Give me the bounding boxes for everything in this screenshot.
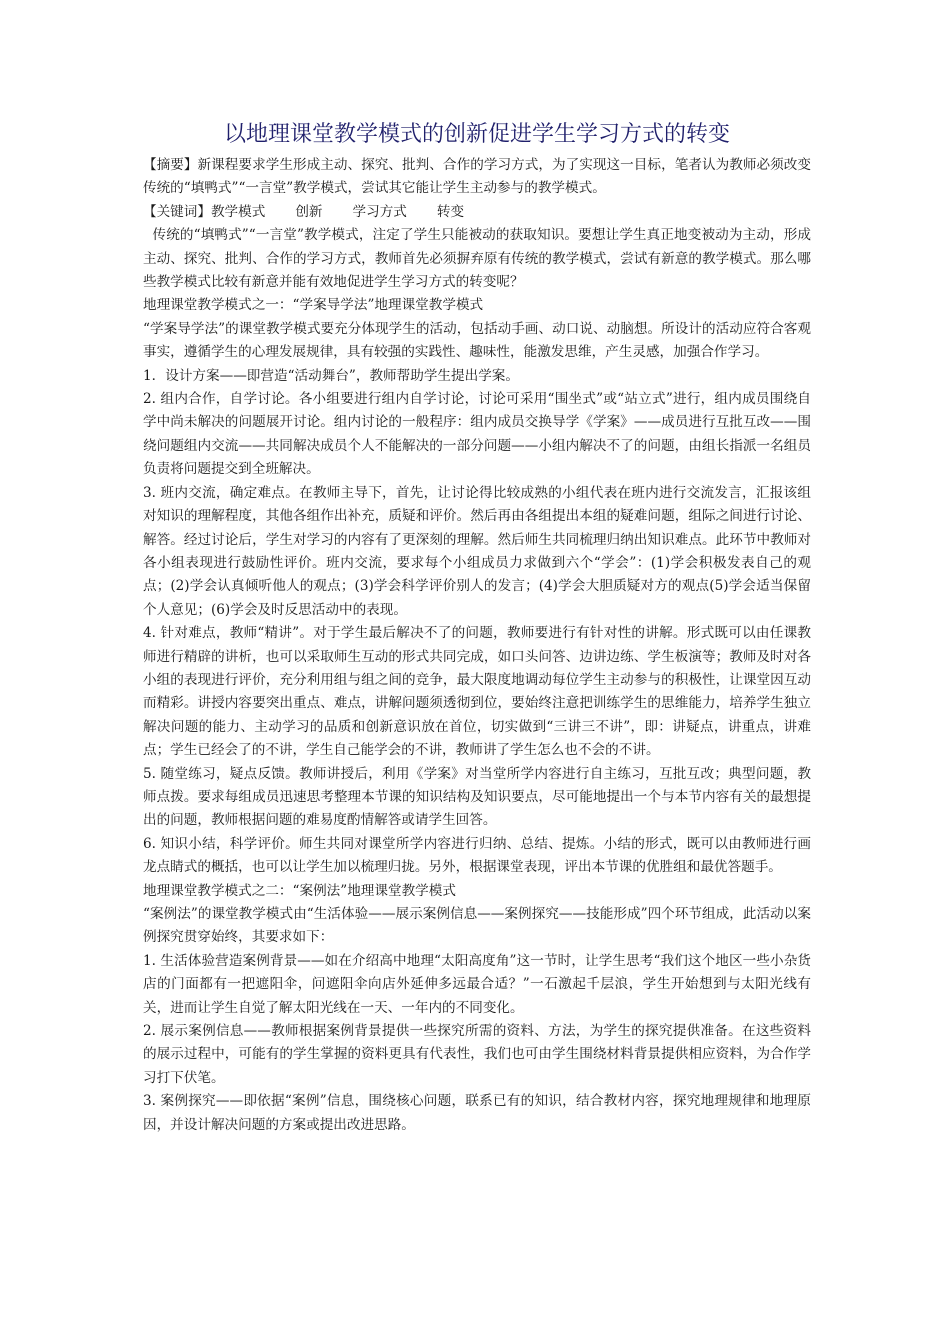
intro-paragraph: 传统的“填鸭式”“一言堂”教学模式，注定了学生只能被动的获取知识。要想让学生真正地变被动为主动，形成主动、探究、批判、合作的学习方式，教师首先必须摒弃原有传统的教学模式，尝试有新意的教学模式。那么哪些教学模式比较有新意并能有效地促进学生学习方式的转变呢？ <box>143 227 811 291</box>
section-heading: 地理课堂教学模式之一：“学案导学法”地理课堂教学模式 <box>143 297 484 314</box>
list-item: 6. 知识小结，科学评价。师生共同对课堂所学内容进行归纳、总结、提炼。小结的形式，既可以由教师进行画龙点睛式的概括，也可以让学生加以梳理归拢。另外，根据课堂表现，评出本节课的优胜组和最优答题手。 <box>143 835 811 876</box>
keyword: 学习方式 <box>352 203 407 220</box>
keyword: 教学模式 <box>210 203 266 220</box>
list-item: 2. 组内合作，自学讨论。各小组要进行组内自学讨论，讨论可采用“围坐式”或“站立式”进行，组内成员围绕自学中尚未解决的问题展开讨论。组内讨论的一般程序：组内成员交换导学《学案》——成员进行互批互改——围绕问题组内交流——共同解决成员个人不能解决的一部分问题——小组内解决不了的问题，由组长指派一名组员负责将问题提交到全班解决。 <box>143 391 811 478</box>
abstract: 【摘要】新课程要求学生形成主动、探究、批判、合作的学习方式，为了实现这一目标，笔者认为教师必须改变传统的“填鸭式”“一言堂”教学模式，尝试其它能让学生主动参与的教学模式。 <box>143 157 811 197</box>
keywords-label: 【关键词】 <box>143 203 211 220</box>
paragraph: “学案导学法”的课堂教学模式要充分体现学生的活动，包括动手画、动口说、动脑想。所设计的活动应符合客观事实，遵循学生的心理发展规律，具有较强的实践性、趣味性，能激发思维，产生灵感，加强合作学习。 <box>143 320 811 361</box>
document-title: 以地理课堂教学模式的创新促进学生学习方式的转变 <box>223 122 730 147</box>
paragraph: “案例法”的课堂教学模式由“生活体验——展示案例信息——案例探究——技能形成”四个环节组成，此活动以案例探究贯穿始终，其要求如下： <box>143 906 811 946</box>
keyword: 转变 <box>436 203 465 220</box>
list-item: 2. 展示案例信息——教师根据案例背景提供一些探究所需的资料、方法，为学生的探究提供准备。在这些资料的展示过程中，可能有的学生掌握的资料更具有代表性，我们也可由学生围绕材料背景提供相应资料，为合作学习打下伏笔。 <box>143 1023 811 1086</box>
list-item: 5. 随堂练习，疑点反馈。教师讲授后，利用《学案》对当堂所学内容进行自主练习，互批互改；典型问题，教师点拨。要求每组成员迅速思考整理本节课的知识结构及知识要点，尽可能地提出一个与本节内容有关的最想提出的问题，教师根据问题的难易度酌情解答或请学生回答。 <box>143 765 811 829</box>
list-item: 1．设计方案——即营造“活动舞台”，教师帮助学生提出学案。 <box>143 367 519 384</box>
list-item: 4. 针对难点，教师“精讲”。对于学生最后解决不了的问题，教师要进行有针对性的讲解。形式既可以由任课教师进行精辟的讲析，也可以采取师生互动的形式共同完成，如口头问答、边讲边练、学生板演等；教师及时对各小组的表现进行评价，充分利用组与组之间的竞争，最大限度地调动每位学生主动参与的积极性，让课堂因互动而精彩。讲授内容要突出重点、难点，讲解问题须透彻到位，要始终注意把训练学生的思维能力，培养学生独立解决问题的能力、主动学习的品质和创新意识放在首位，切实做到“三讲三不讲”，即：讲疑点，讲重点，讲难点；学生已经会了的不讲，学生自己能学会的不讲，教师讲了学生怎么也不会的不讲。 <box>143 625 811 759</box>
section-heading: 地理课堂教学模式之二：“案例法”地理课堂教学模式 <box>143 882 456 899</box>
keyword: 创新 <box>295 203 323 220</box>
list-item: 3. 案例探究——即依据“案例”信息，围绕核心问题，联系已有的知识，结合教材内容，探究地理规律和地理原因，并设计解决问题的方案或提出改进思路。 <box>143 1093 811 1133</box>
keywords-line <box>143 201 811 224</box>
list-item: 1. 生活体验营造案例背景——如在介绍高中地理“太阳高度角”这一节时，让学生思考“我们这个地区一些小杂货店的门面都有一把遮阳伞，问遮阳伞向店外延伸多远最合适？”一石激起千层浪，学生开始想到与太阳光线有关，进而让学生自觉了解太阳光线在一天、一年内的不同变化。 <box>143 952 811 1016</box>
list-item: 3. 班内交流，确定难点。在教师主导下，首先，让讨论得比较成熟的小组代表在班内进行交流发言，汇报该组对知识的理解程度，其他各组作出补充，质疑和评价。然后再由各组提出本组的疑难问题，组际之间进行讨论、解答。经过讨论后，学生对学习的内容有了更深刻的理解。然后师生共同梳理归纳出知识难点。此环节中教师对各小组表现进行鼓励性评价。班内交流，要求每个小组成员力求做到六个“学会”：(1)学会积极发表自己的观点；(2)学会认真倾听他人的观点；(3)学会科学评价别人的发言；(4)学会大胆质疑对方的观点(5)学会适当保留个人意见；(6)学会及时反思活动中的表现。 <box>143 484 811 618</box>
document-body <box>143 118 811 1137</box>
